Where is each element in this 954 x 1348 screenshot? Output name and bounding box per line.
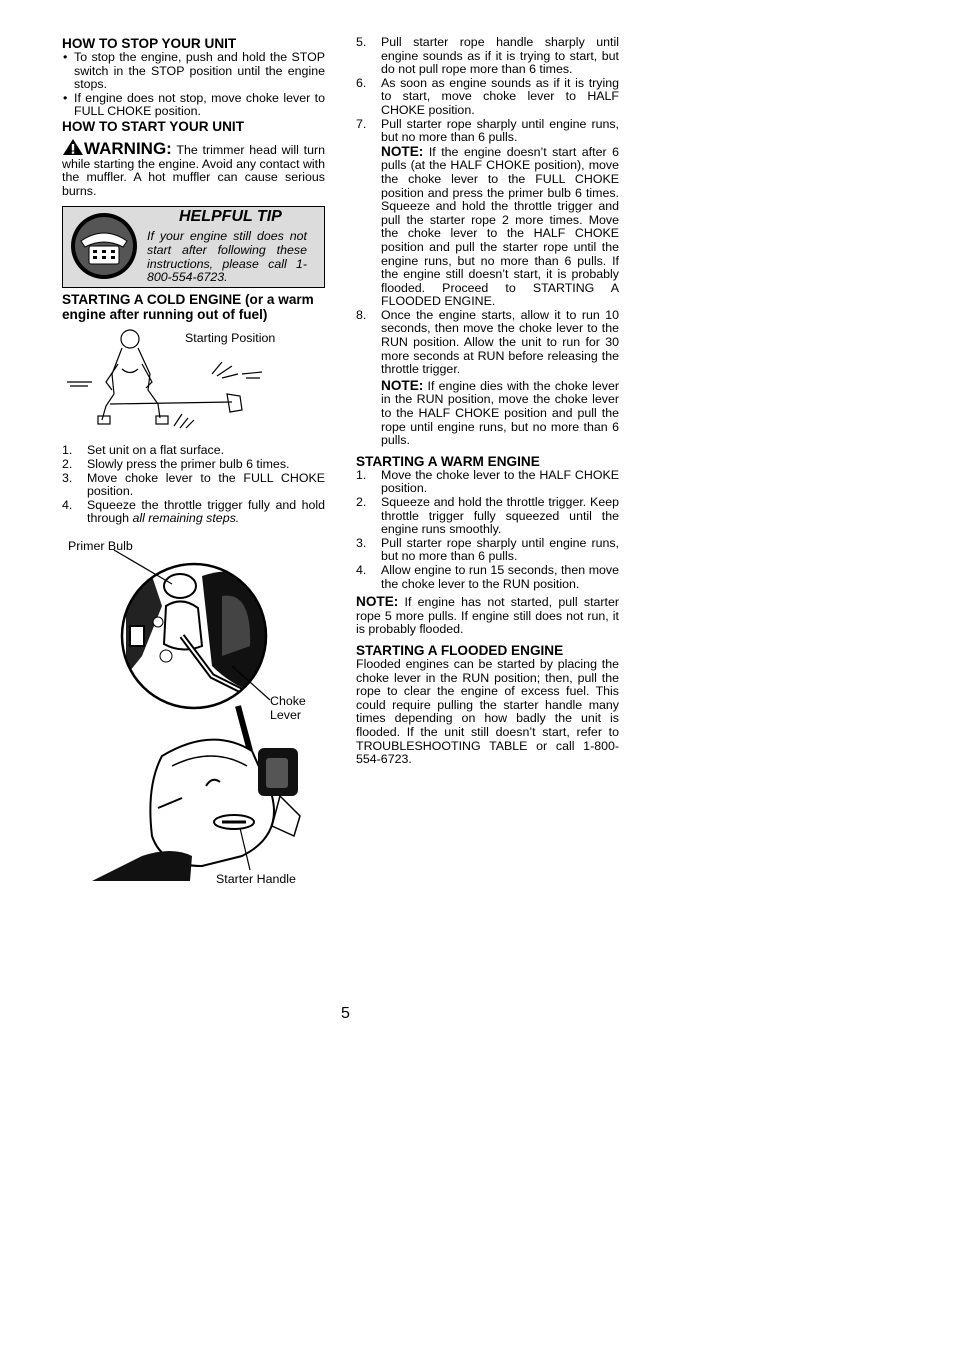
helpful-tip-title: HELPFUL TIP	[179, 208, 282, 226]
list-item: • To stop the engine, push and hold the STOP switch in the STOP position until the engine stops.	[62, 51, 325, 92]
starter-handle-label: Starter Handle	[216, 871, 296, 886]
flooded-engine-text: Flooded engines can be started by placing the choke lever in the RUN position; then, pull the rope to clear the engine of excess fuel. This could require pulling the starter handle many times depending on how badly the unit is flooded. If the unit still doesn’t start, refer to TROUBLESHOOTING TABLE or call 1-800-554-6723.	[356, 656, 619, 767]
warm-steps-list	[356, 469, 619, 591]
cold-steps-continued	[356, 36, 619, 145]
starting-position-label: Starting Position	[185, 331, 276, 346]
right-column	[356, 36, 619, 767]
telephone-icon	[69, 211, 139, 281]
list-item: 4. Squeeze the throttle trigger fully and hold through all remaining steps.	[62, 497, 325, 526]
list-item: 3. Pull starter rope sharply until engine runs, but no more than 6 pulls.	[356, 535, 619, 564]
cold-step-eight	[356, 309, 619, 377]
starting-position-illustration	[62, 324, 262, 436]
helpful-tip-box	[62, 206, 325, 288]
cold-steps-list	[62, 444, 325, 526]
warning-paragraph	[62, 138, 325, 198]
list-item: 5. Pull starter rope handle sharply until engine sounds as if it is trying to start, but do not pull rope more than 6 times.	[356, 35, 619, 77]
choke-lever-label-line2: Lever	[270, 707, 301, 722]
starting-position-figure	[62, 322, 325, 440]
left-column	[62, 36, 325, 896]
note-warm-engine: NOTE: If engine has not started, pull starter rope 5 more pulls. If engine still does not run, it is probably flooded.	[356, 594, 619, 637]
list-item: 1. Set unit on a flat surface.	[62, 443, 225, 458]
warning-text: The trimmer head will turn while starting the engine. Avoid any contact with the muffler. A hot muffler can cause serious burns.	[62, 142, 325, 198]
stop-heading: HOW TO STOP YOUR UNIT	[62, 36, 237, 51]
trimmer-controls-illustration	[62, 536, 325, 881]
page-number: 5	[341, 1005, 350, 1022]
warning-triangle-icon	[62, 138, 84, 156]
list-item: 1. Move the choke lever to the HALF CHOKE position.	[356, 467, 619, 496]
primer-bulb-label: Primer Bulb	[68, 538, 133, 553]
note-engine-dies: NOTE: If engine dies with the choke lever in the RUN position, move the choke lever to the HALF CHOKE position and pull the rope until engine runs, but no more than 6 pulls.	[381, 377, 619, 448]
controls-figure	[62, 536, 325, 896]
list-item: 7. Pull starter rope sharply until engine runs, but no more than 6 pulls.	[356, 116, 619, 145]
stop-list	[62, 51, 325, 119]
choke-lever-label-line1: Choke	[270, 693, 306, 708]
start-heading: HOW TO START YOUR UNIT	[62, 118, 245, 134]
warning-label: WARNING:	[84, 138, 172, 158]
list-item: 6. As soon as engine sounds as if it is trying to start, move choke lever to HALF CHOKE position.	[356, 75, 619, 117]
warm-engine-heading: STARTING A WARM ENGINE	[356, 453, 540, 469]
cold-engine-heading: STARTING A COLD ENGINE (or a warm engine after running out of fuel)	[62, 292, 314, 323]
list-item: 2. Slowly press the primer bulb 6 times.	[62, 456, 290, 471]
helpful-tip-text: If your engine still does not start after following these instructions, please call 1-800-554-6723.	[147, 229, 307, 285]
list-item: • If engine does not stop, move choke lever to FULL CHOKE position.	[62, 92, 325, 119]
flooded-engine-heading: STARTING A FLOODED ENGINE	[356, 642, 564, 658]
list-item: 3. Move choke lever to the FULL CHOKE position.	[62, 470, 325, 499]
note-flooded-check: NOTE: If the engine doesn’t start after 6 pulls (at the HALF CHOKE position), move the choke lever to the FULL CHOKE position and press the primer bulb 6 times. Squeeze and hold the throttle trigger and pull the starter rope 2 more times. Move the choke lever to the HALF CHOKE position and pull the starter rope until the engine runs, but no more than 6 pulls. If the engine still doesn’t start, it is probably flooded. Proceed to STARTING A FLOODED ENGINE.	[381, 143, 619, 309]
list-item: 8. Once the engine starts, allow it to run 10 seconds, then move the choke lever to the RUN position. Allow the unit to run for 30 more seconds at RUN before releasing the throttle trigger.	[356, 307, 619, 377]
list-item: 2. Squeeze and hold the throttle trigger. Keep throttle trigger fully squeezed until the engine runs smoothly.	[356, 495, 619, 537]
list-item: 4. Allow engine to run 15 seconds, then move the choke lever to the RUN position.	[356, 562, 619, 591]
